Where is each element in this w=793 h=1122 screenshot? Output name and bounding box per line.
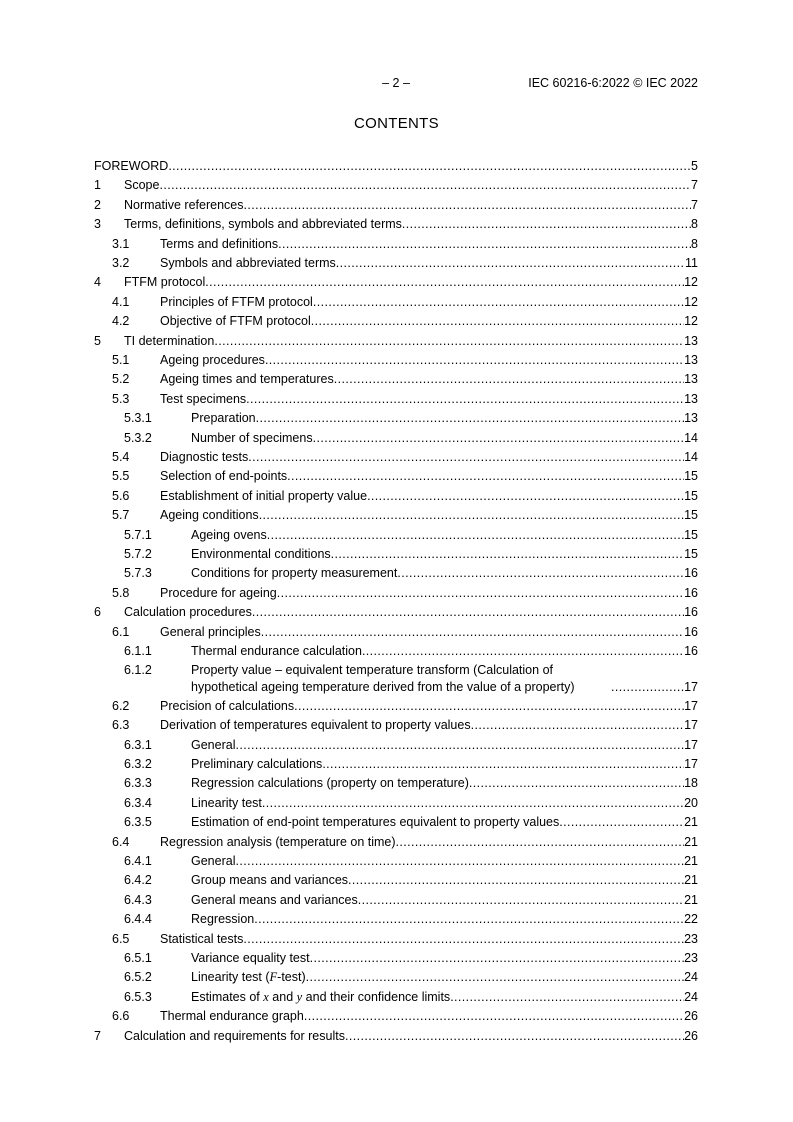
toc-leader-dots	[469, 775, 684, 792]
toc-leader-dots	[559, 814, 684, 831]
toc-entry-number: 4	[94, 275, 101, 290]
toc-entry[interactable]	[94, 1028, 698, 1045]
toc-entry[interactable]	[94, 410, 698, 427]
toc-entry-number: 6.5.3	[124, 989, 152, 1004]
toc-leader-dots	[336, 255, 685, 272]
toc-leader-dots	[267, 527, 684, 544]
toc-entry-line	[191, 795, 698, 812]
toc-entry[interactable]	[94, 756, 698, 773]
toc-entry-line	[191, 565, 698, 582]
toc-entry[interactable]	[94, 527, 698, 544]
toc-entry[interactable]	[94, 643, 698, 660]
toc-entry-page: 21	[684, 892, 698, 907]
toc-entry[interactable]	[94, 698, 698, 715]
toc-entry[interactable]	[94, 950, 698, 967]
toc-entry-page: 16	[684, 605, 698, 620]
toc-entry-number: 6.3	[112, 718, 130, 733]
toc-entry-line	[191, 546, 698, 563]
toc-entry-page: 17	[684, 698, 698, 713]
toc-entry[interactable]	[94, 488, 698, 505]
toc-entry-line	[160, 698, 698, 715]
toc-entry[interactable]	[94, 775, 698, 792]
toc-leader-dots	[252, 604, 684, 621]
toc-entry-page: 21	[684, 873, 698, 888]
toc-entry-line	[191, 643, 698, 660]
toc-entry-page: 12	[684, 314, 698, 329]
toc-entry-title: General principles	[160, 624, 261, 639]
toc-entry-title: Group means and variances	[191, 873, 349, 888]
toc-entry-title: Scope	[124, 178, 160, 193]
toc-entry-title: Estimates of x and y and their confidence limits	[191, 989, 451, 1004]
toc-entry-page: 21	[684, 834, 698, 849]
toc-entry-line	[124, 604, 698, 621]
toc-entry-line	[191, 950, 698, 967]
toc-entry[interactable]	[94, 236, 698, 253]
toc-entry[interactable]	[94, 197, 698, 214]
toc-entry-page: 18	[684, 776, 698, 791]
toc-leader-dots	[254, 911, 684, 928]
toc-leader-dots	[235, 853, 684, 870]
contents-title: CONTENTS	[354, 115, 439, 132]
toc-entry-title: FTFM protocol	[124, 275, 206, 290]
toc-entry-title: Property value – equivalent temperature transform (Calculation of hypothetical ageing temperature derived from the value of a property)	[191, 663, 575, 695]
toc-entry[interactable]	[94, 662, 698, 696]
toc-entry-number: 3.1	[112, 236, 130, 251]
toc-leader-dots	[256, 410, 684, 427]
toc-entry-number: 5.7.3	[124, 566, 152, 581]
toc-entry-line	[191, 892, 698, 909]
toc-entry-number: 6.4.4	[124, 912, 152, 927]
toc-entry-number: 6.1.1	[124, 644, 152, 658]
toc-entry-number: 4.2	[112, 314, 130, 329]
toc-leader-dots	[402, 216, 691, 233]
toc-entry[interactable]	[94, 546, 698, 563]
toc-entry-title: General	[191, 737, 236, 752]
toc-entry-number: 6.4.1	[124, 854, 152, 868]
toc-leader-dots	[168, 158, 691, 175]
toc-leader-dots	[334, 371, 684, 388]
toc-leader-dots	[311, 313, 684, 330]
toc-entry-line	[160, 834, 698, 851]
toc-entry-page: 14	[684, 430, 698, 445]
toc-entry-line	[160, 352, 698, 369]
toc-entry-number: 6.3.1	[124, 737, 152, 752]
toc-entry-page: 26	[684, 1009, 698, 1024]
toc-entry-page: 5	[691, 159, 698, 173]
toc-leader-dots	[278, 236, 691, 253]
toc-entry[interactable]	[94, 911, 698, 928]
toc-entry[interactable]	[94, 313, 698, 330]
toc-entry-page: 17	[684, 680, 698, 695]
toc-entry-number: 6.4.2	[124, 873, 152, 888]
toc-entry-line	[191, 814, 698, 831]
toc-entry-title: Principles of FTFM protocol	[160, 294, 313, 309]
toc-leader-dots	[348, 872, 684, 889]
toc-leader-dots	[214, 333, 684, 350]
toc-entry-line	[160, 236, 698, 253]
toc-leader-dots	[235, 737, 684, 754]
toc-entry[interactable]	[94, 969, 698, 986]
toc-entry-title: Test specimens	[160, 391, 247, 406]
toc-entry-number: 5.3.1	[124, 411, 152, 426]
toc-leader-dots	[262, 795, 684, 812]
toc-entry-number: 6.1.2	[124, 663, 152, 678]
toc-leader-dots	[358, 892, 684, 909]
toc-entry[interactable]	[94, 158, 698, 175]
toc-entry-number: 2	[94, 197, 101, 212]
toc-entry-number: 7	[94, 1028, 101, 1043]
toc-leader-dots	[243, 931, 684, 948]
toc-leader-dots	[261, 624, 684, 641]
toc-entry[interactable]	[94, 333, 698, 350]
toc-leader-dots	[313, 430, 685, 447]
toc-entry-line	[191, 756, 698, 773]
toc-entry-title: Ageing times and temperatures	[160, 372, 334, 387]
toc-entry-page: 15	[684, 527, 698, 542]
toc-entry-line	[160, 468, 698, 485]
toc-entry-page: 21	[684, 854, 698, 868]
toc-entry-line	[124, 274, 698, 291]
toc-leader-dots	[471, 717, 685, 734]
toc-entry-number: 5.1	[112, 353, 130, 367]
toc-entry-line	[160, 391, 698, 408]
toc-entry-line	[160, 931, 698, 948]
toc-entry-title: Terms, definitions, symbols and abbreviated terms	[124, 217, 402, 232]
toc-entry[interactable]	[94, 624, 698, 641]
toc-entry[interactable]	[94, 814, 698, 831]
toc-entry-number: 1	[94, 178, 101, 193]
document-id: IEC 60216-6:2022 © IEC 2022	[528, 76, 698, 90]
toc-entry[interactable]	[94, 853, 698, 870]
toc-entry-page: 7	[691, 178, 698, 193]
toc-entry[interactable]	[94, 834, 698, 851]
toc-entry-line	[160, 255, 698, 272]
toc-entry-page: 20	[684, 795, 698, 810]
toc-entry-page: 14	[684, 450, 698, 464]
toc-entry-line	[160, 624, 698, 641]
toc-entry-page: 17	[684, 737, 698, 752]
toc-entry-page: 16	[684, 644, 698, 658]
toc-leader-dots	[244, 197, 692, 214]
toc-leader-dots	[367, 488, 684, 505]
toc-entry-number: 6.4.3	[124, 892, 152, 907]
toc-entry-number: 6.5	[112, 931, 130, 946]
toc-entry-page: 15	[684, 469, 698, 484]
toc-leader-dots	[345, 1028, 684, 1045]
toc-entry-title: Terms and definitions	[160, 236, 279, 251]
toc-entry-line	[191, 430, 698, 447]
toc-entry-page: 11	[685, 256, 698, 270]
toc-entry-title: Calculation procedures	[124, 605, 252, 620]
toc-entry-line	[160, 294, 698, 311]
toc-entry-page: 23	[684, 931, 698, 946]
toc-entry-page: 17	[684, 718, 698, 733]
toc-entry[interactable]	[94, 371, 698, 388]
toc-entry-title: Objective of FTFM protocol	[160, 314, 311, 329]
toc-entry-title: Regression calculations (property on temperature)	[191, 776, 469, 791]
toc-entry-title: Selection of end-points	[160, 469, 288, 484]
toc-entry-page: 13	[684, 372, 698, 387]
toc-entry-number: 3	[94, 217, 101, 232]
toc-entry-line	[124, 197, 698, 214]
toc-entry-number: 6.3.2	[124, 757, 152, 771]
toc-entry-title: Conditions for property measurement	[191, 566, 398, 581]
toc-entry[interactable]	[94, 177, 698, 194]
toc-entry-title: Thermal endurance calculation	[191, 644, 362, 658]
toc-entry-page: 12	[684, 294, 698, 309]
toc-entry-page: 15	[684, 547, 698, 561]
toc-entry-page: 15	[684, 508, 698, 523]
toc-entry-number: 6.2	[112, 698, 130, 713]
toc-entry-page: 16	[684, 585, 698, 600]
toc-entry-line	[191, 737, 698, 754]
toc-entry-page: 13	[684, 391, 698, 406]
toc-leader-dots	[306, 969, 684, 986]
toc-entry[interactable]	[94, 737, 698, 754]
toc-entry-line	[160, 488, 698, 505]
toc-entry-line	[124, 333, 698, 350]
toc-entry-page: 7	[691, 197, 698, 212]
toc-entry-line	[191, 911, 698, 928]
toc-entry-line	[124, 1028, 698, 1045]
toc-entry-title: Environmental conditions	[191, 547, 331, 561]
toc-leader-dots	[246, 391, 684, 408]
toc-entry-title: Variance equality test	[191, 951, 310, 965]
toc-entry-title: Normative references	[124, 197, 244, 212]
toc-entry-number: 5.7.2	[124, 547, 152, 561]
toc-entry-page: 23	[684, 951, 698, 965]
toc-leader-dots	[310, 950, 685, 967]
toc-entry-line	[94, 158, 698, 175]
toc-entry-line	[124, 177, 698, 194]
toc-entry[interactable]	[94, 430, 698, 447]
toc-entry-title: Procedure for ageing	[160, 585, 277, 600]
toc-leader-dots	[450, 989, 684, 1006]
toc-entry-number: 6.3.4	[124, 795, 152, 810]
toc-entry-page: 13	[684, 333, 698, 348]
toc-entry-line	[160, 1008, 698, 1025]
toc-entry-line	[191, 969, 698, 986]
toc-entry[interactable]	[94, 1008, 698, 1025]
toc-entry[interactable]	[94, 294, 698, 311]
toc-entry-page: 24	[684, 970, 698, 985]
toc-leader-dots	[294, 698, 684, 715]
toc-entry-number: 6.6	[112, 1009, 130, 1024]
toc-entry-line	[191, 872, 698, 889]
toc-entry-number: 5.6	[112, 488, 130, 503]
toc-entry-number: 6.5.2	[124, 970, 152, 985]
toc-entry-page: 8	[691, 236, 698, 251]
toc-entry-line	[191, 853, 698, 870]
toc-entry-line	[160, 507, 698, 524]
toc-entry-page: 22	[684, 912, 698, 927]
toc-entry-number: 5.8	[112, 585, 130, 600]
toc-entry[interactable]	[94, 717, 698, 734]
toc-entry-line	[160, 585, 698, 602]
toc-entry[interactable]	[94, 391, 698, 408]
toc-leader-dots	[159, 177, 691, 194]
toc-entry[interactable]	[94, 892, 698, 909]
toc-entry-number: 5.2	[112, 372, 130, 387]
toc-entry-number: 6.4	[112, 834, 130, 849]
toc-entry-page: 13	[684, 411, 698, 426]
toc-entry-line	[191, 775, 698, 792]
toc-entry-page: 8	[691, 217, 698, 232]
toc-entry-title: Preparation	[191, 411, 256, 426]
toc-entry[interactable]	[94, 255, 698, 272]
toc-entry-page: 15	[684, 488, 698, 503]
toc-entry-title: Ageing conditions	[160, 508, 259, 523]
toc-entry-number: 6.5.1	[124, 951, 152, 965]
toc-leader-dots	[287, 468, 684, 485]
toc-entry-number: 5.4	[112, 450, 130, 464]
toc-entry-title: Estimation of end-point temperatures equivalent to property values	[191, 815, 560, 830]
toc-entry-line	[160, 717, 698, 734]
toc-entry-title: FOREWORD	[94, 159, 169, 173]
toc-leader-dots	[259, 507, 684, 524]
toc-entry-line	[191, 410, 698, 427]
toc-entry-page: 26	[684, 1028, 698, 1043]
toc-entry-number: 5.3	[112, 391, 130, 406]
toc-leader-dots	[397, 565, 684, 582]
toc-leader-dots	[205, 274, 684, 291]
toc-leader-dots	[277, 585, 684, 602]
toc-entry-number: 6.3.3	[124, 776, 152, 791]
toc-entry-title: Precision of calculations	[160, 698, 295, 713]
toc-entry-line	[191, 527, 698, 544]
toc-entry-page: 24	[684, 989, 698, 1004]
toc-entry-line	[191, 989, 698, 1006]
toc-entry-title: General means and variances	[191, 892, 358, 907]
toc-entry-number: 6	[94, 605, 101, 620]
toc-entry-number: 3.2	[112, 256, 130, 270]
toc-leader-dots	[304, 1008, 684, 1025]
toc-entry-title: Thermal endurance graph	[160, 1009, 304, 1024]
toc-entry[interactable]	[94, 931, 698, 948]
toc-entry[interactable]	[94, 565, 698, 582]
toc-entry-number: 5.5	[112, 469, 130, 484]
toc-entry-page: 12	[684, 275, 698, 290]
toc-entry-title: Ageing ovens	[191, 527, 267, 542]
toc-entry[interactable]	[94, 449, 698, 466]
toc-entry-page: 16	[684, 624, 698, 639]
toc-entry-number: 5	[94, 333, 101, 348]
toc-leader-dots	[265, 352, 684, 369]
toc-entry-title: Diagnostic tests	[160, 450, 249, 464]
toc-entry-page: 13	[684, 353, 698, 367]
toc-entry[interactable]	[94, 585, 698, 602]
toc-leader-dots	[313, 294, 684, 311]
toc-entry-title: Ageing procedures	[160, 353, 265, 367]
toc-entry[interactable]	[94, 989, 698, 1006]
toc-entry-title: Establishment of initial property value	[160, 488, 368, 503]
toc-leader-dots	[322, 756, 684, 773]
toc-leader-dots	[396, 834, 685, 851]
toc-entry-title: Number of specimens	[191, 430, 313, 445]
toc-leader-dots	[331, 546, 684, 563]
toc-entry-line	[191, 662, 698, 696]
toc-leader-dots	[611, 679, 684, 696]
toc-entry[interactable]	[94, 507, 698, 524]
toc-entry-title: Linearity test (F-test)	[191, 970, 306, 985]
toc-entry-number: 6.1	[112, 624, 130, 639]
toc-entry-title: Preliminary calculations	[191, 757, 323, 771]
toc-entry[interactable]	[94, 468, 698, 485]
toc-entry-line	[124, 216, 698, 233]
toc-entry-title: Regression analysis (temperature on time)	[160, 834, 396, 849]
toc-entry-line	[160, 371, 698, 388]
toc-entry[interactable]	[94, 274, 698, 291]
toc-entry[interactable]	[94, 216, 698, 233]
toc-entry[interactable]	[94, 604, 698, 621]
toc-entry-title: TI determination	[124, 333, 215, 348]
toc-entry-page: 21	[684, 815, 698, 830]
toc-entry-title: Calculation and requirements for results	[124, 1028, 345, 1043]
toc-entry-title: Regression	[191, 912, 255, 927]
toc-entry[interactable]	[94, 795, 698, 812]
toc-entry-title: Linearity test	[191, 795, 262, 810]
toc-entry-title: Statistical tests	[160, 931, 244, 946]
toc-entry-number: 5.3.2	[124, 430, 152, 445]
toc-entry-line	[160, 449, 698, 466]
toc-entry-title: Derivation of temperatures equivalent to property values	[160, 718, 471, 733]
toc-entry-title: General	[191, 854, 236, 868]
toc-entry-number: 5.7.1	[124, 527, 152, 542]
toc-entry[interactable]	[94, 872, 698, 889]
toc-entry-page: 17	[684, 757, 698, 771]
toc-entry-line	[160, 313, 698, 330]
toc-entry-title: Symbols and abbreviated terms	[160, 256, 336, 270]
page-number: – 2 –	[382, 76, 410, 90]
toc-entry-number: 4.1	[112, 294, 130, 309]
toc-entry-number: 5.7	[112, 508, 130, 523]
toc-leader-dots	[248, 449, 684, 466]
toc-leader-dots	[362, 643, 684, 660]
toc-entry-page: 16	[684, 566, 698, 581]
toc-entry-number: 6.3.5	[124, 815, 152, 830]
toc-entry[interactable]	[94, 352, 698, 369]
